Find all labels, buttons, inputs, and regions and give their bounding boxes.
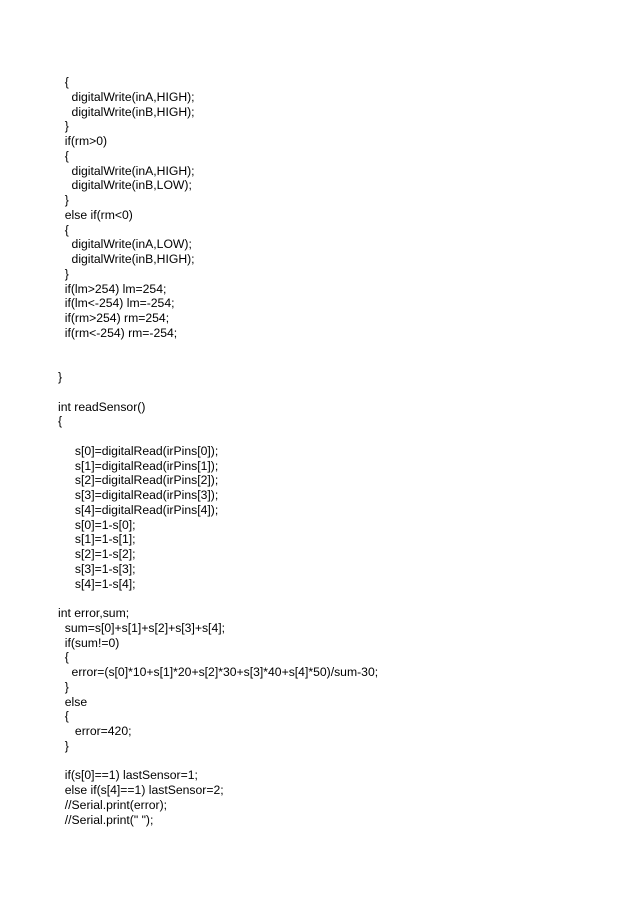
code-listing bbox=[58, 75, 378, 827]
code-line: //Serial.print(error); bbox=[58, 797, 168, 812]
code-line: { bbox=[58, 75, 69, 89]
code-line: } bbox=[58, 679, 69, 694]
code-line: digitalWrite(inB,LOW); bbox=[58, 178, 192, 193]
code-line: s[2]=1-s[2]; bbox=[58, 547, 136, 561]
code-line bbox=[58, 591, 378, 606]
code-line: digitalWrite(inA,HIGH); bbox=[58, 163, 195, 178]
code-line: } bbox=[58, 738, 69, 753]
code-line: //Serial.print(" "); bbox=[58, 812, 154, 827]
code-line bbox=[58, 355, 378, 370]
code-line: { bbox=[58, 709, 69, 724]
code-line: s[3]=1-s[3]; bbox=[58, 561, 136, 576]
code-line: int readSensor() bbox=[58, 399, 146, 414]
code-line: if(rm<-254) rm=-254; bbox=[58, 325, 178, 340]
code-line: s[0]=1-s[0]; bbox=[58, 517, 136, 532]
code-line: error=420; bbox=[58, 724, 132, 738]
code-line: { bbox=[58, 414, 63, 429]
code-line: } bbox=[58, 119, 69, 134]
code-line: if(rm>0) bbox=[58, 134, 108, 148]
code-line: { bbox=[58, 222, 69, 237]
code-line: if(sum!=0) bbox=[58, 635, 120, 650]
code-line: s[4]=digitalRead(irPins[4]); bbox=[58, 502, 219, 517]
code-line: s[0]=digitalRead(irPins[0]); bbox=[58, 443, 219, 458]
code-line: } bbox=[58, 193, 69, 207]
code-line: int error,sum; bbox=[58, 606, 130, 620]
code-line: if(rm>254) rm=254; bbox=[58, 311, 170, 325]
code-line: sum=s[0]+s[1]+s[2]+s[3]+s[4]; bbox=[58, 620, 225, 635]
code-line: s[1]=1-s[1]; bbox=[58, 532, 136, 547]
code-line: if(s[0]==1) lastSensor=1; bbox=[58, 768, 198, 783]
code-line: { bbox=[58, 148, 69, 163]
code-line: else if(s[4]==1) lastSensor=2; bbox=[58, 783, 224, 797]
code-line: else bbox=[58, 694, 88, 709]
code-line: } bbox=[58, 370, 63, 384]
code-line: digitalWrite(inB,HIGH); bbox=[58, 252, 195, 266]
code-line bbox=[58, 429, 378, 444]
code-line: else if(rm<0) bbox=[58, 207, 133, 222]
code-line: s[3]=digitalRead(irPins[3]); bbox=[58, 488, 219, 502]
code-line: if(lm>254) lm=254; bbox=[58, 281, 167, 296]
code-line: error=(s[0]*10+s[1]*20+s[2]*30+s[3]*40+s[4]*50)/sum-30; bbox=[58, 665, 379, 679]
code-line: digitalWrite(inA,HIGH); bbox=[58, 89, 195, 104]
code-line: if(lm<-254) lm=-254; bbox=[58, 296, 175, 311]
code-line: s[1]=digitalRead(irPins[1]); bbox=[58, 458, 219, 473]
code-line bbox=[58, 754, 378, 769]
code-line bbox=[58, 341, 378, 356]
code-line: digitalWrite(inA,LOW); bbox=[58, 237, 192, 252]
code-line: { bbox=[58, 650, 69, 665]
code-line bbox=[58, 385, 378, 400]
code-line: s[4]=1-s[4]; bbox=[58, 576, 136, 591]
code-line: } bbox=[58, 266, 69, 281]
code-line: s[2]=digitalRead(irPins[2]); bbox=[58, 473, 219, 488]
code-line: digitalWrite(inB,HIGH); bbox=[58, 104, 195, 119]
